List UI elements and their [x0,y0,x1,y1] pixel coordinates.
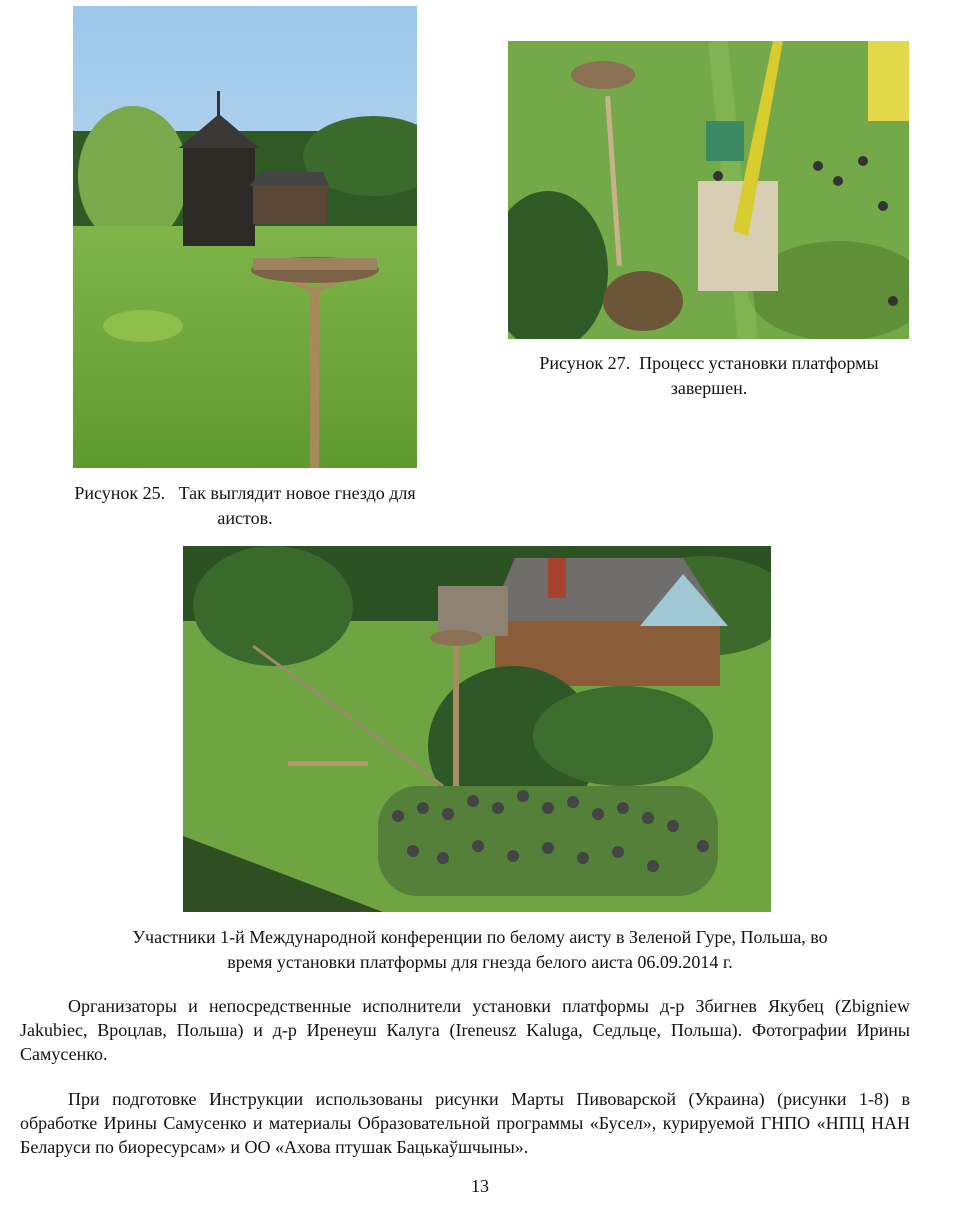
paragraph-sources: При подготовке Инструкции использованы рисунки Марты Пивоварской (Украина) (рисунки 1-8) в обработке Ирины Самусенко и материалы Образовательной программы «Бусел», курируемой ГНПО «НПЦ НАН Беларуси по биоресурсам» и ОО «Ахова птушак Бацькаўшчыны». [20,1089,910,1157]
caption-group-line1: Участники 1-й Международной конференции по белому аисту в Зеленой Гуре, Польша, во [132,927,828,947]
photo-new-stork-nest [73,6,417,468]
photo-platform-installation [508,41,909,339]
caption-figure-25-line1: Рисунок 25. Так выглядит новое гнездо для [74,483,416,503]
caption-group-line2: время установки платформы для гнезда белого аиста 06.09.2014 г. [227,952,733,972]
caption-figure-27 [505,351,913,401]
caption-figure-25 [40,481,450,531]
caption-group-photo [30,925,930,975]
caption-figure-25-line2: аистов. [217,508,273,528]
paragraph-organizers: Организаторы и непосредственные исполнители установки платформы д-р Збигнев Якубец (Zbigniew Jakubiec, Вроцлав, Польша) и д-р Иренеуш Калуга (Ireneusz Kaluga, Седльце, Польша). Фотографии Ирины Самусенко. [20,996,910,1064]
caption-figure-27-line2: завершен. [670,378,748,398]
caption-figure-27-line1: Рисунок 27. Процесс установки платформы [539,353,879,373]
photo-conference-participants [183,546,771,912]
page-number: 13 [471,1176,489,1196]
